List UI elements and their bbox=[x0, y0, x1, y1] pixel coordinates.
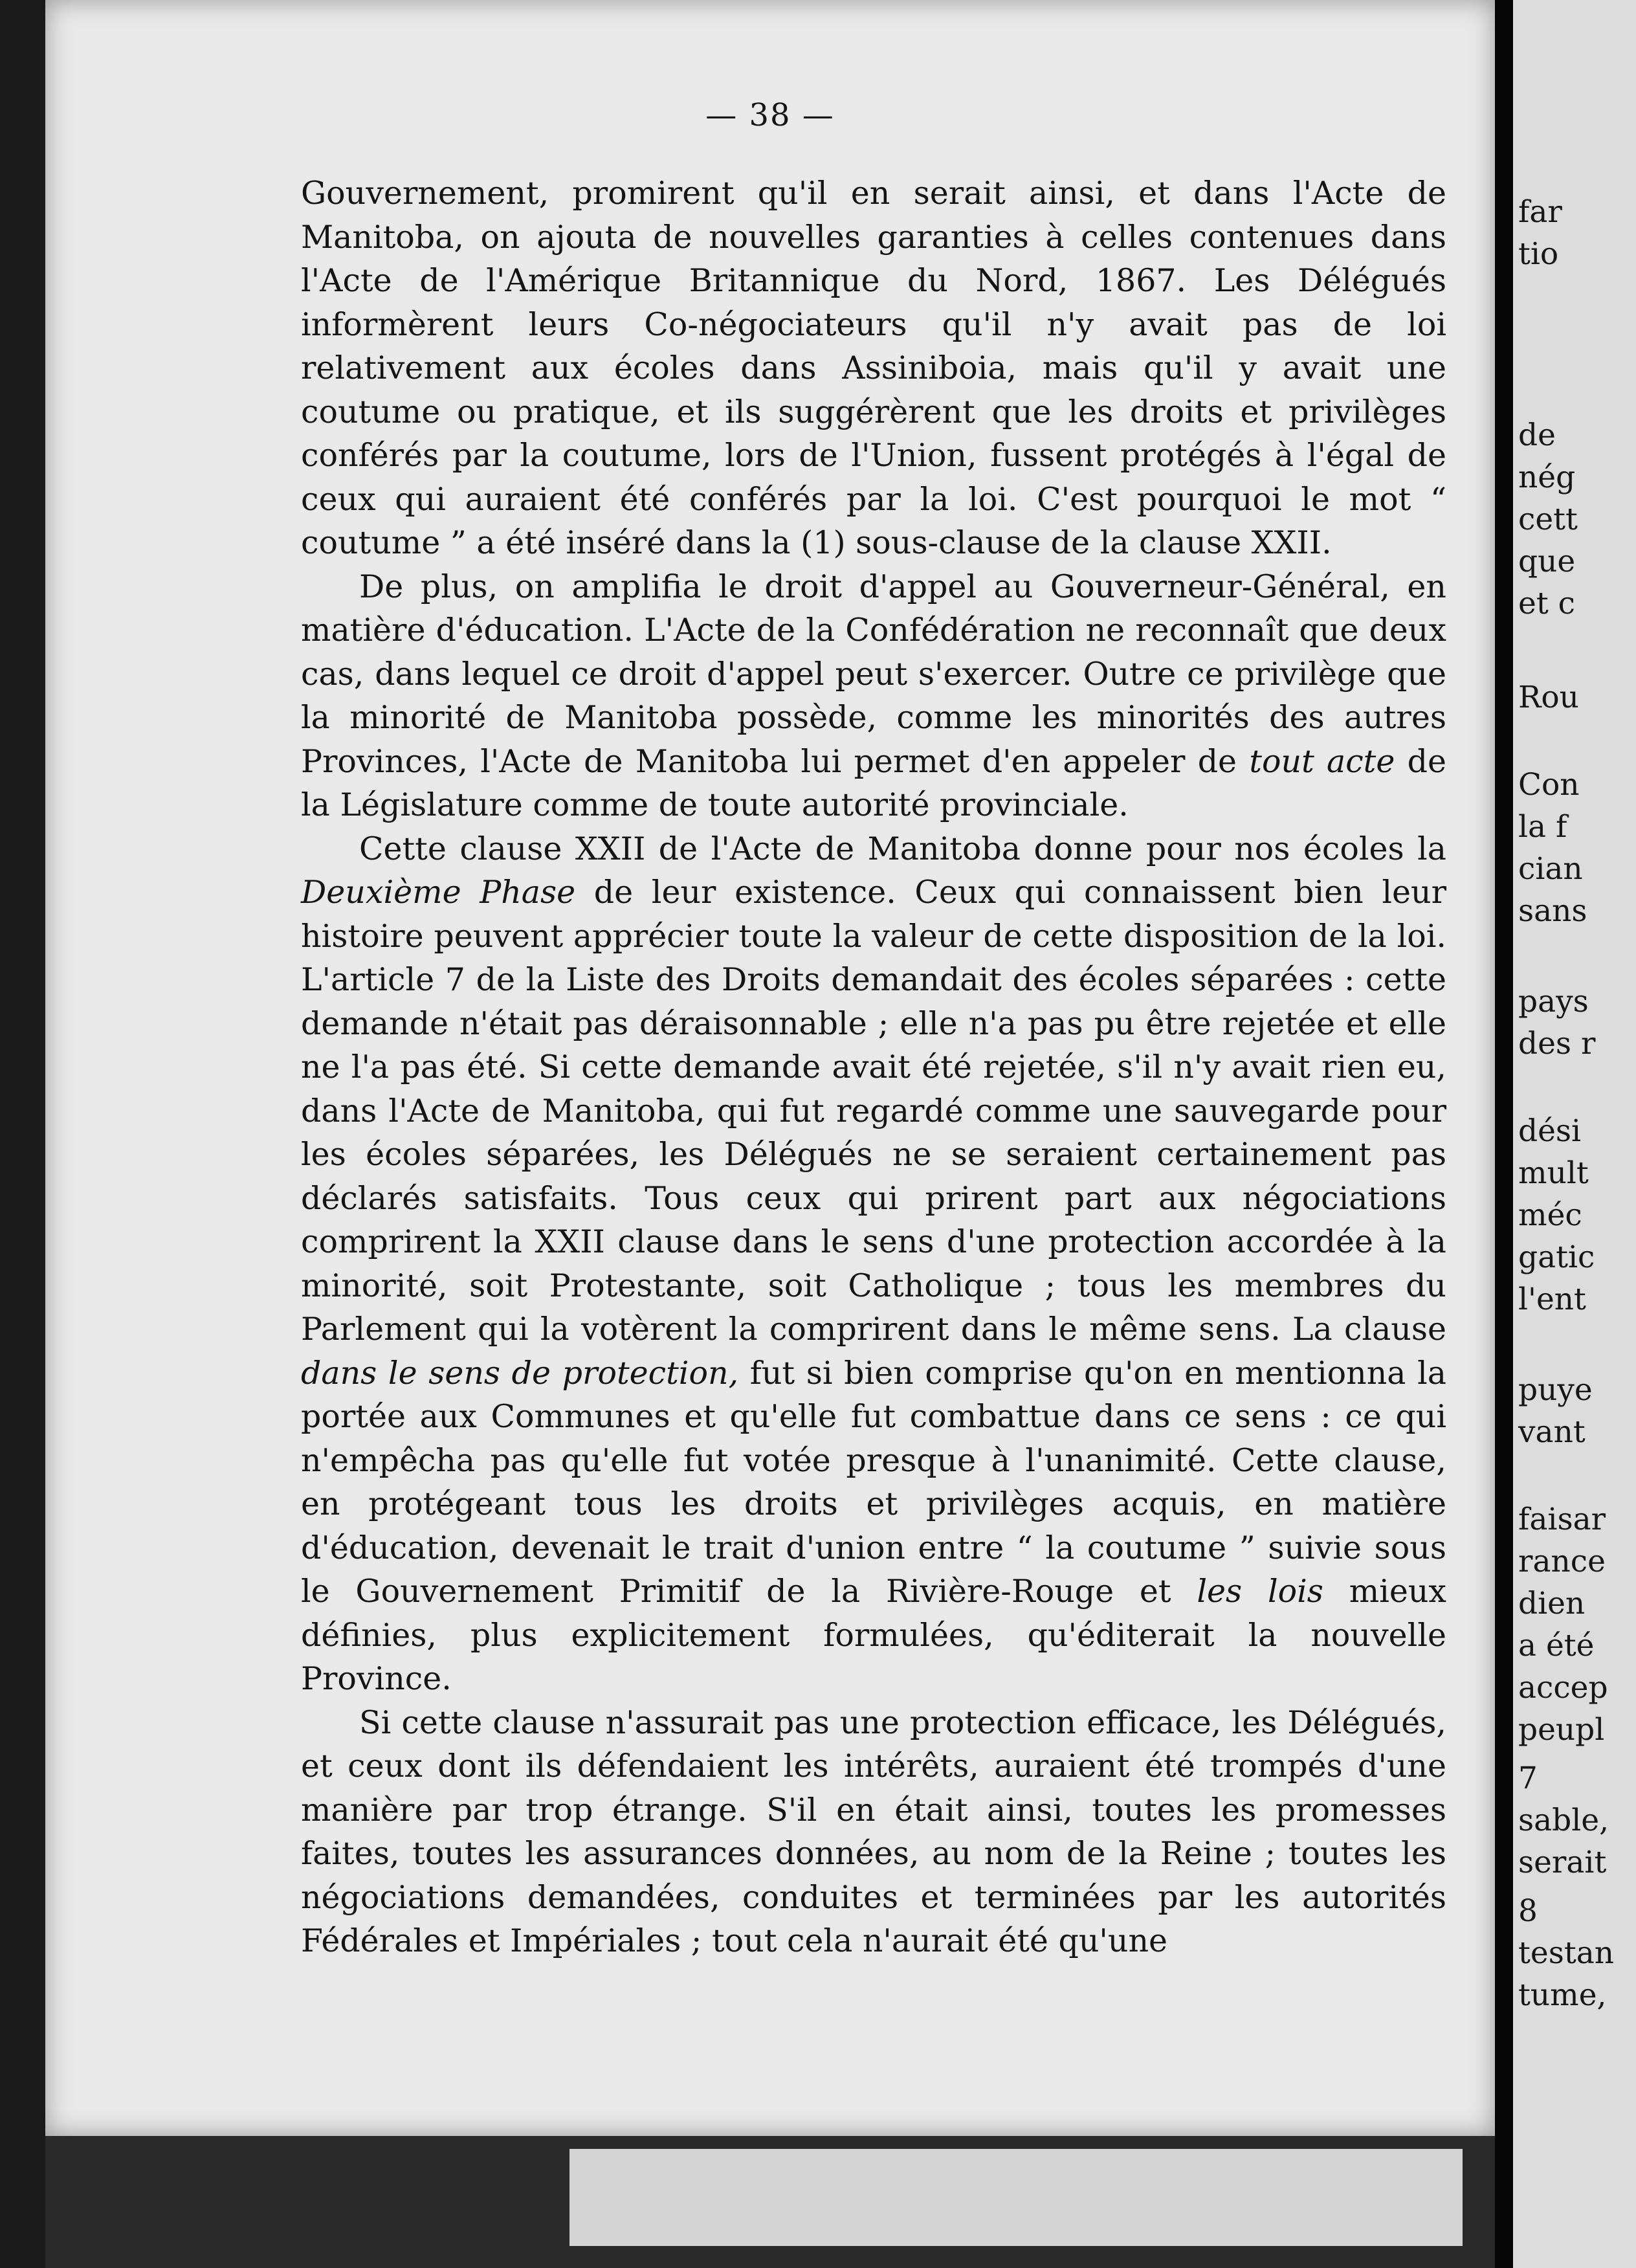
facing-line: mult bbox=[1518, 1155, 1589, 1191]
facing-line: nég bbox=[1518, 460, 1576, 495]
paragraph-2-text: De plus, on amplifia le droit d'appel au Gouverneur-Général, en matière d'éducation. L'Acte de la Confédération ne reconnaît que deux cas, dans lequel ce droit d'appel peut s'exercer. Outre ce privilège que la minorité de Manitoba possède, comme les minorités des autres Provinces, l'Acte de Manitoba lui permet d'en appeler de bbox=[301, 568, 1446, 780]
facing-line: que bbox=[1518, 544, 1576, 579]
paragraph-3-text: Cette clause XXII de l'Acte de Manitoba donne pour nos écoles la bbox=[359, 830, 1446, 867]
facing-line: tio bbox=[1518, 236, 1559, 272]
facing-line: Con bbox=[1518, 767, 1580, 803]
facing-line: serait bbox=[1518, 1845, 1607, 1880]
paragraph-3-italic-3: les lois bbox=[1197, 1573, 1323, 1610]
paragraph-3-mid: de leur existence. Ceux qui connaissent bien leur histoire peuvent apprécier toute la valeur de cette disposition de la loi. L'article 7 de la Liste des Droits demandait des écoles séparées : cette demande n'était pas déraisonnable ; elle n'a pas pu être rejetée et elle ne l'a pas été. Si cette demande avait été rejetée, s'il n'y avait rien eu, dans l'Acte de Manitoba, qui fut regardé comme une sauvegarde pour les écoles séparées, les Délégués ne se seraient certainement pas déclarés satisfaits. Tous ceux qui prirent part aux négociations comprirent la XXII clause dans le sens d'une protection accordée à la minorité, soit Protestante, soit Catholique ; tous les membres du Parlement qui la votèrent la comprirent dans le même sens. La clause bbox=[301, 874, 1446, 1348]
facing-line: faisar bbox=[1518, 1502, 1606, 1537]
paragraph-1: Gouvernement, promirent qu'il en serait ainsi, et dans l'Acte de Manitoba, on ajouta de nouvelles garanties à celles contenues dans l'Acte de l'Amérique Britannique du Nord, 1867. Les Délégués informèrent leurs Co-négociateurs qu'il n'y avait pas de loi relativement aux écoles dans Assiniboia, mais qu'il y avait une coutume ou pratique, et ils suggérèrent que les droits et privilèges conférés par la coutume, lors de l'Union, fussent protégés à l'égal de ceux qui auraient été conférés par la loi. C'est pourquoi le mot “ coutume ” a été inséré dans la (1) sous-clause de la clause XXII. bbox=[301, 175, 1446, 561]
page-number: — 38 — bbox=[705, 97, 835, 133]
facing-line: méc bbox=[1518, 1197, 1582, 1233]
facing-line: cett bbox=[1518, 502, 1578, 537]
scan-left-edge bbox=[0, 0, 45, 2268]
facing-line: rance bbox=[1518, 1544, 1606, 1579]
paragraph-3-mid-2: fut si bien comprise qu'on en mentionna la portée aux Communes et qu'elle fut combattue dans ce sens : ce qui n'empêcha pas qu'elle fut votée presque à l'unanimité. Cette clause, en protégeant tous les droits et privilèges acquis, en matière d'éducation, devenait le trait d'union entre “ la coutume ” suivie sous le Gouvernement Primitif de la Rivière-Rouge et bbox=[301, 1354, 1447, 1610]
paragraph-3 bbox=[301, 827, 1446, 1701]
facing-line: far bbox=[1518, 194, 1562, 230]
facing-line: dien bbox=[1518, 1586, 1586, 1621]
facing-line: des r bbox=[1518, 1026, 1596, 1062]
facing-line: 7 bbox=[1518, 1761, 1538, 1796]
facing-line: sable, bbox=[1518, 1803, 1609, 1838]
paragraph-4: Si cette clause n'assurait pas une protection efficace, les Délégués, et ceux dont ils défendaient les intérêts, auraient été trompés d'une manière par trop étrange. S'il en était ainsi, toutes les promesses faites, toutes les assurances données, au nom de la Reine ; toutes les négociations demandées, conduites et terminées par les autorités Fédérales et Impériales ; tout cela n'aurait été qu'une bbox=[301, 1704, 1446, 1959]
facing-line: de bbox=[1518, 417, 1556, 453]
facing-line: sans bbox=[1518, 893, 1587, 929]
facing-line: peupl bbox=[1518, 1712, 1605, 1748]
paragraph-3-tail: mieux définies, plus explicitement formulées, qu'éditerait la nouvelle Province. bbox=[301, 1573, 1447, 1697]
paragraph-3-italic-1: Deuxième Phase bbox=[301, 874, 576, 911]
page-body bbox=[301, 172, 1446, 1963]
facing-line: dési bbox=[1518, 1113, 1582, 1149]
paragraph-2 bbox=[301, 565, 1446, 827]
facing-line: pays bbox=[1518, 984, 1589, 1019]
facing-line: gatic bbox=[1518, 1240, 1595, 1275]
document-page bbox=[45, 0, 1495, 2136]
facing-line: accep bbox=[1518, 1670, 1608, 1706]
book-gutter bbox=[1495, 0, 1513, 2268]
facing-line: vant bbox=[1518, 1414, 1586, 1450]
facing-line: 8 bbox=[1518, 1893, 1538, 1929]
facing-line: la f bbox=[1518, 809, 1567, 845]
facing-line: testan bbox=[1518, 1935, 1614, 1971]
facing-line: l'ent bbox=[1518, 1282, 1586, 1317]
facing-line: et c bbox=[1518, 586, 1575, 621]
paragraph-2-italic: tout acte bbox=[1249, 742, 1395, 780]
facing-line: Rou bbox=[1518, 680, 1579, 715]
facing-line: a été bbox=[1518, 1628, 1595, 1663]
paragraph-2-tail: de la Législature comme de toute autorité provinciale. bbox=[301, 742, 1447, 823]
facing-line: puye bbox=[1518, 1372, 1593, 1408]
scan-bottom-strip bbox=[569, 2149, 1463, 2246]
facing-page-fragment bbox=[1513, 0, 1636, 2268]
facing-line: cian bbox=[1518, 851, 1583, 887]
facing-line: tume, bbox=[1518, 1977, 1607, 2013]
paragraph-3-italic-2: dans le sens de protection, bbox=[301, 1354, 739, 1392]
